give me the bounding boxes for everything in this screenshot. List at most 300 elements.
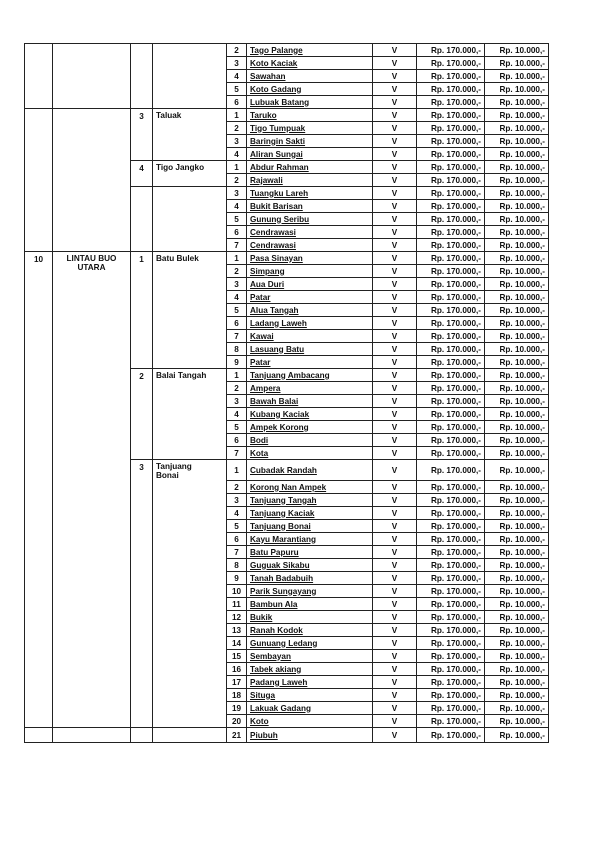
table-row — [25, 252, 549, 265]
cost-value-cell — [417, 585, 485, 598]
fee-value: Rp. 10.000,- — [499, 396, 545, 406]
check-mark: V — [391, 305, 398, 315]
village-name-cell — [247, 174, 373, 187]
cost-value-cell — [417, 533, 485, 546]
check-mark-cell — [373, 460, 417, 481]
fee-value: Rp. 10.000,- — [499, 318, 545, 328]
row-number-cell — [227, 187, 247, 200]
row-number-cell — [227, 421, 247, 434]
village-name: Padang Laweh — [250, 677, 308, 687]
check-mark-cell — [373, 57, 417, 70]
village-name: Patar — [250, 357, 271, 367]
village-name-cell — [247, 70, 373, 83]
subdistrict-name-cell — [153, 460, 227, 728]
check-mark-cell — [373, 408, 417, 421]
village-name-cell — [247, 213, 373, 226]
fee-value: Rp. 10.000,- — [499, 508, 545, 518]
cost-value: Rp. 170.000,- — [430, 422, 481, 432]
village-name: Bambun Ala — [250, 599, 298, 609]
subdistrict-number-cell: 1 — [131, 252, 153, 369]
district-name-cell — [53, 252, 131, 728]
check-mark-cell — [373, 317, 417, 330]
cost-value: Rp. 170.000,- — [430, 240, 481, 250]
cost-value: Rp. 170.000,- — [430, 651, 481, 661]
cost-value: Rp. 170.000,- — [430, 495, 481, 505]
row-number-cell — [227, 330, 247, 343]
fee-value-cell — [485, 278, 549, 291]
check-mark-cell — [373, 96, 417, 109]
row-number: 17 — [231, 677, 242, 687]
check-mark-cell — [373, 343, 417, 356]
village-name-cell — [247, 161, 373, 174]
row-number-cell — [227, 520, 247, 533]
row-number-cell — [227, 689, 247, 702]
row-number: 3 — [234, 495, 239, 505]
village-name: Tigo Tumpuak — [250, 123, 306, 133]
district-number-cell — [25, 728, 53, 743]
check-mark: V — [391, 422, 398, 432]
row-number-cell — [227, 382, 247, 395]
check-mark-cell — [373, 434, 417, 447]
cost-value-cell — [417, 559, 485, 572]
cost-value-cell — [417, 96, 485, 109]
row-number-cell — [227, 728, 247, 743]
cost-value: Rp. 170.000,- — [430, 396, 481, 406]
village-name-cell — [247, 239, 373, 252]
fee-value: Rp. 10.000,- — [499, 664, 545, 674]
check-mark: V — [391, 495, 398, 505]
village-name-cell — [247, 408, 373, 421]
village-name: Tabek akiang — [250, 664, 302, 674]
row-number: 2 — [234, 45, 239, 55]
check-mark-cell — [373, 148, 417, 161]
cost-value: Rp. 170.000,- — [430, 344, 481, 354]
village-name: Gunuang Ledang — [250, 638, 318, 648]
fee-value-cell — [485, 611, 549, 624]
check-mark: V — [391, 730, 398, 740]
village-name: Tago Palange — [250, 45, 303, 55]
row-number: 1 — [234, 110, 239, 120]
cost-value-cell — [417, 676, 485, 689]
cost-value: Rp. 170.000,- — [430, 664, 481, 674]
cost-value: Rp. 170.000,- — [430, 448, 481, 458]
village-name-cell — [247, 382, 373, 395]
row-number: 2 — [234, 482, 239, 492]
cost-value: Rp. 170.000,- — [430, 435, 481, 445]
check-mark-cell — [373, 330, 417, 343]
fee-value: Rp. 10.000,- — [499, 495, 545, 505]
check-mark: V — [391, 318, 398, 328]
row-number: 13 — [231, 625, 242, 635]
village-name-cell — [247, 611, 373, 624]
fee-value: Rp. 10.000,- — [499, 214, 545, 224]
check-mark: V — [391, 651, 398, 661]
district-number-cell: 10 — [25, 252, 53, 728]
fee-value: Rp. 10.000,- — [499, 716, 545, 726]
subdistrict-name-cell — [153, 187, 227, 252]
village-name: Tanah Badabuih — [250, 573, 314, 583]
fee-value-cell — [485, 585, 549, 598]
row-number: 5 — [234, 84, 239, 94]
check-mark-cell — [373, 161, 417, 174]
cost-value-cell — [417, 226, 485, 239]
check-mark-cell — [373, 559, 417, 572]
check-mark: V — [391, 534, 398, 544]
village-name: Piubuh — [250, 730, 278, 740]
cost-value: Rp. 170.000,- — [430, 331, 481, 341]
village-name-cell — [247, 187, 373, 200]
fee-value: Rp. 10.000,- — [499, 58, 545, 68]
cost-value-cell — [417, 689, 485, 702]
cost-value-cell — [417, 702, 485, 715]
row-number-cell — [227, 546, 247, 559]
check-mark-cell — [373, 650, 417, 663]
fee-value-cell — [485, 304, 549, 317]
subdistrict-number-cell — [131, 187, 153, 252]
check-mark-cell — [373, 187, 417, 200]
village-name: Tanjuang Bonai — [250, 521, 311, 531]
subdistrict-number-cell: 2 — [131, 369, 153, 460]
cost-value-cell — [417, 572, 485, 585]
row-number-cell — [227, 148, 247, 161]
fee-value: Rp. 10.000,- — [499, 677, 545, 687]
village-name-cell — [247, 447, 373, 460]
check-mark-cell — [373, 676, 417, 689]
check-mark-cell — [373, 369, 417, 382]
village-name-cell — [247, 83, 373, 96]
fee-value: Rp. 10.000,- — [499, 292, 545, 302]
village-name: Ampek Korong — [250, 422, 309, 432]
cost-value: Rp. 170.000,- — [430, 560, 481, 570]
check-mark-cell — [373, 611, 417, 624]
row-number: 16 — [231, 664, 242, 674]
fee-value-cell — [485, 148, 549, 161]
fee-value: Rp. 10.000,- — [499, 71, 545, 81]
cost-value: Rp. 170.000,- — [430, 162, 481, 172]
cost-value: Rp. 170.000,- — [430, 465, 481, 475]
row-number-cell — [227, 252, 247, 265]
village-name: Baringin Sakti — [250, 136, 306, 146]
village-name-cell — [247, 520, 373, 533]
cost-value-cell — [417, 265, 485, 278]
cost-value-cell — [417, 174, 485, 187]
village-name: Bodi — [250, 435, 269, 445]
cost-value-cell — [417, 382, 485, 395]
row-number-cell — [227, 460, 247, 481]
village-name: Gunung Seribu — [250, 214, 310, 224]
cost-value-cell — [417, 161, 485, 174]
village-name: Tanjuang Kaciak — [250, 508, 315, 518]
fee-value: Rp. 10.000,- — [499, 690, 545, 700]
district-number-cell — [25, 44, 53, 109]
village-name-cell — [247, 494, 373, 507]
cost-value: Rp. 170.000,- — [430, 357, 481, 367]
cost-value: Rp. 170.000,- — [430, 201, 481, 211]
district-name-cell — [53, 44, 131, 109]
village-name: Ranah Kodok — [250, 625, 303, 635]
village-name-cell — [247, 421, 373, 434]
row-number-cell — [227, 715, 247, 728]
check-mark: V — [391, 58, 398, 68]
row-number-cell — [227, 624, 247, 637]
village-name-cell — [247, 715, 373, 728]
fee-value-cell — [485, 408, 549, 421]
row-number: 1 — [234, 162, 239, 172]
village-name-cell — [247, 585, 373, 598]
cost-value: Rp. 170.000,- — [430, 370, 481, 380]
subdistrict-name-cell — [153, 44, 227, 109]
check-mark: V — [391, 612, 398, 622]
cost-value-cell — [417, 546, 485, 559]
cost-value: Rp. 170.000,- — [430, 149, 481, 159]
fee-value: Rp. 10.000,- — [499, 730, 545, 740]
fee-value-cell — [485, 481, 549, 494]
fee-value-cell — [485, 226, 549, 239]
check-mark-cell — [373, 44, 417, 57]
fee-value: Rp. 10.000,- — [499, 448, 545, 458]
cost-value-cell — [417, 507, 485, 520]
row-number: 9 — [234, 573, 239, 583]
fee-value-cell — [485, 533, 549, 546]
check-mark: V — [391, 149, 398, 159]
check-mark: V — [391, 396, 398, 406]
village-name: Tanjuang Tangah — [250, 495, 317, 505]
cost-value-cell — [417, 728, 485, 743]
row-number-cell — [227, 239, 247, 252]
cost-value: Rp. 170.000,- — [430, 188, 481, 198]
row-number: 5 — [234, 422, 239, 432]
table-row — [25, 109, 549, 122]
row-number-cell — [227, 226, 247, 239]
fee-value-cell — [485, 96, 549, 109]
subdistrict-name-cell — [153, 252, 227, 369]
subdistrict-number-cell — [131, 44, 153, 109]
fee-value-cell — [485, 44, 549, 57]
row-number-cell — [227, 96, 247, 109]
check-mark: V — [391, 214, 398, 224]
fee-value: Rp. 10.000,- — [499, 201, 545, 211]
village-name: Aliran Sungai — [250, 149, 303, 159]
village-name-cell — [247, 559, 373, 572]
row-number: 3 — [234, 58, 239, 68]
row-number-cell — [227, 434, 247, 447]
row-number-cell — [227, 585, 247, 598]
cost-value: Rp. 170.000,- — [430, 175, 481, 185]
cost-value-cell — [417, 434, 485, 447]
fee-value: Rp. 10.000,- — [499, 357, 545, 367]
check-mark-cell — [373, 728, 417, 743]
cost-value: Rp. 170.000,- — [430, 625, 481, 635]
row-number-cell — [227, 83, 247, 96]
row-number: 5 — [234, 305, 239, 315]
fee-value-cell — [485, 369, 549, 382]
row-number: 2 — [234, 123, 239, 133]
check-mark: V — [391, 465, 398, 475]
cost-value-cell — [417, 611, 485, 624]
fee-value: Rp. 10.000,- — [499, 136, 545, 146]
document-table-container — [24, 43, 549, 743]
village-name-cell — [247, 676, 373, 689]
village-name-cell — [247, 265, 373, 278]
fee-value: Rp. 10.000,- — [499, 45, 545, 55]
check-mark-cell — [373, 421, 417, 434]
check-mark: V — [391, 383, 398, 393]
fee-value-cell — [485, 135, 549, 148]
cost-value-cell — [417, 135, 485, 148]
fee-value-cell — [485, 434, 549, 447]
subdistrict-name-cell — [153, 369, 227, 460]
fee-value-cell — [485, 460, 549, 481]
row-number-cell — [227, 317, 247, 330]
row-number: 4 — [234, 508, 239, 518]
row-number: 12 — [231, 612, 242, 622]
cost-value-cell — [417, 252, 485, 265]
village-name: Situga — [250, 690, 276, 700]
check-mark: V — [391, 586, 398, 596]
village-name-cell — [247, 507, 373, 520]
fee-value-cell — [485, 239, 549, 252]
check-mark: V — [391, 71, 398, 81]
fee-value-cell — [485, 70, 549, 83]
row-number-cell — [227, 507, 247, 520]
check-mark: V — [391, 201, 398, 211]
check-mark: V — [391, 625, 398, 635]
row-number: 7 — [234, 331, 239, 341]
row-number-cell — [227, 109, 247, 122]
check-mark-cell — [373, 200, 417, 213]
cost-value-cell — [417, 83, 485, 96]
row-number: 8 — [234, 344, 239, 354]
fee-value: Rp. 10.000,- — [499, 651, 545, 661]
fee-value: Rp. 10.000,- — [499, 344, 545, 354]
subdistrict-number-cell: 3 — [131, 460, 153, 728]
village-name: Rajawali — [250, 175, 283, 185]
row-number: 5 — [234, 214, 239, 224]
check-mark-cell — [373, 585, 417, 598]
row-number-cell — [227, 369, 247, 382]
row-number: 21 — [231, 730, 242, 740]
cost-value: Rp. 170.000,- — [430, 690, 481, 700]
cost-value: Rp. 170.000,- — [430, 482, 481, 492]
fee-value-cell — [485, 356, 549, 369]
cost-value-cell — [417, 278, 485, 291]
check-mark: V — [391, 292, 398, 302]
fee-value-cell — [485, 57, 549, 70]
check-mark: V — [391, 136, 398, 146]
village-name-cell — [247, 330, 373, 343]
fee-value: Rp. 10.000,- — [499, 547, 545, 557]
cost-value-cell — [417, 239, 485, 252]
village-name-cell — [247, 356, 373, 369]
check-mark: V — [391, 547, 398, 557]
subdistrict-name: Tanjuang Bonai — [156, 462, 192, 480]
row-number: 7 — [234, 240, 239, 250]
village-name: Ladang Laweh — [250, 318, 307, 328]
check-mark-cell — [373, 598, 417, 611]
fee-value: Rp. 10.000,- — [499, 279, 545, 289]
cost-value-cell — [417, 148, 485, 161]
fee-value-cell — [485, 572, 549, 585]
village-name: Kayu Marantiang — [250, 534, 316, 544]
row-number: 6 — [234, 435, 239, 445]
cost-value: Rp. 170.000,- — [430, 521, 481, 531]
row-number: 19 — [231, 703, 242, 713]
check-mark: V — [391, 97, 398, 107]
check-mark: V — [391, 331, 398, 341]
row-number: 20 — [231, 716, 242, 726]
row-number-cell — [227, 572, 247, 585]
check-mark: V — [391, 664, 398, 674]
village-name-cell — [247, 317, 373, 330]
row-number-cell — [227, 174, 247, 187]
check-mark: V — [391, 162, 398, 172]
row-number-cell — [227, 356, 247, 369]
fee-value-cell — [485, 702, 549, 715]
row-number: 3 — [234, 188, 239, 198]
village-name: Lakuak Gadang — [250, 703, 311, 713]
row-number: 6 — [234, 318, 239, 328]
check-mark-cell — [373, 689, 417, 702]
cost-value: Rp. 170.000,- — [430, 58, 481, 68]
fee-value: Rp. 10.000,- — [499, 435, 545, 445]
fee-value-cell — [485, 494, 549, 507]
check-mark: V — [391, 409, 398, 419]
check-mark-cell — [373, 265, 417, 278]
cost-value: Rp. 170.000,- — [430, 136, 481, 146]
row-number: 4 — [234, 71, 239, 81]
cost-value: Rp. 170.000,- — [430, 508, 481, 518]
check-mark: V — [391, 344, 398, 354]
cost-value: Rp. 170.000,- — [430, 586, 481, 596]
village-name: Simpang — [250, 266, 285, 276]
fee-value-cell — [485, 317, 549, 330]
row-number-cell — [227, 395, 247, 408]
cost-value-cell — [417, 109, 485, 122]
cost-value: Rp. 170.000,- — [430, 638, 481, 648]
cost-value: Rp. 170.000,- — [430, 612, 481, 622]
village-name-cell — [247, 460, 373, 481]
village-name-cell — [247, 533, 373, 546]
village-name: Sembayan — [250, 651, 291, 661]
fee-value-cell — [485, 382, 549, 395]
cost-value-cell — [417, 356, 485, 369]
cost-value: Rp. 170.000,- — [430, 110, 481, 120]
row-number-cell — [227, 611, 247, 624]
check-mark: V — [391, 638, 398, 648]
fee-value: Rp. 10.000,- — [499, 422, 545, 432]
fee-value: Rp. 10.000,- — [499, 560, 545, 570]
fee-value: Rp. 10.000,- — [499, 266, 545, 276]
village-name-cell — [247, 728, 373, 743]
row-number: 10 — [231, 586, 242, 596]
village-name-cell — [247, 44, 373, 57]
cost-value-cell — [417, 187, 485, 200]
cost-value: Rp. 170.000,- — [430, 409, 481, 419]
village-name-cell — [247, 369, 373, 382]
village-name: Kubang Kaciak — [250, 409, 310, 419]
table-row — [25, 728, 549, 743]
village-name-cell — [247, 122, 373, 135]
district-name-cell — [53, 728, 131, 743]
row-number-cell — [227, 447, 247, 460]
cost-value-cell — [417, 715, 485, 728]
fee-value: Rp. 10.000,- — [499, 188, 545, 198]
row-number: 14 — [231, 638, 242, 648]
fee-value: Rp. 10.000,- — [499, 227, 545, 237]
cost-value-cell — [417, 44, 485, 57]
fee-value-cell — [485, 161, 549, 174]
cost-value: Rp. 170.000,- — [430, 227, 481, 237]
